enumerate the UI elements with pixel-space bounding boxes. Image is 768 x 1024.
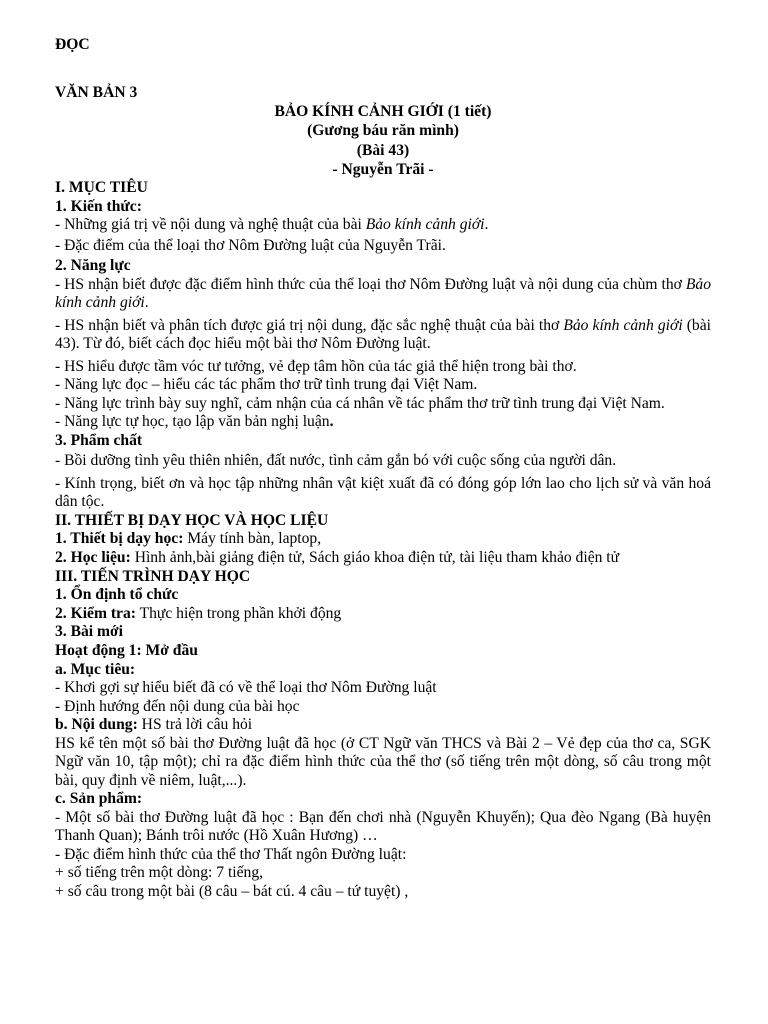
subsection-heading: 3. Phẩm chất — [55, 431, 143, 449]
doc-author: - Nguyễn Trãi - — [332, 160, 434, 178]
paragraph: - HS nhận biết và phân tích được giá trị nội dung, đặc sắc nghệ thuật của bài thơ Bảo kính cảnh giới (bài 43). Từ đó, biết cách đọc hiểu một bài thơ Nôm Đường luật. — [55, 316, 711, 353]
paragraph: b. Nội dung: HS trả lời câu hỏi — [55, 716, 253, 734]
paragraph: 2. Kiểm tra: Thực hiện trong phần khởi động — [55, 604, 342, 622]
document-page — [55, 36, 711, 901]
paragraph: - Kính trọng, biết ơn và học tập những nhân vật kiệt xuất đã có đóng góp lớn lao cho lịch sử và văn hoá dân tộc. — [55, 474, 711, 511]
paragraph: - HS hiểu được tầm vóc tư tưởng, vẻ đẹp tâm hồn của tác giả thể hiện trong bài thơ. — [55, 357, 577, 375]
paragraph: - Năng lực trình bày suy nghĩ, cảm nhận của cá nhân về tác phẩm thơ trữ tình trung đại Việt Nam. — [55, 394, 665, 412]
paragraph: - Năng lực tự học, tạo lập văn bản nghị luận. — [55, 413, 334, 431]
paragraph: 2. Học liệu: Hình ảnh,bài giảng điện tử, Sách giáo khoa điện tử, tài liệu tham khảo điện tử — [55, 548, 620, 566]
section-heading: II. THIẾT BỊ DẠY HỌC VÀ HỌC LIỆU — [55, 511, 329, 529]
subsection-heading: 2. Năng lực — [55, 257, 131, 275]
paragraph: HS kể tên một số bài thơ Đường luật đã học (ở CT Ngữ văn THCS và Bài 2 – Vẻ đẹp của thơ ca, SGK Ngữ văn 10, tập một); chỉ ra đặc điểm hình thức của thể thơ (số tiếng trên một dòng, số câu trong một bài, quy định về niêm, luật,...). — [55, 734, 711, 789]
subsection-heading: a. Mục tiêu: — [55, 660, 136, 678]
section-heading: III. TIẾN TRÌNH DẠY HỌC — [55, 567, 251, 585]
doc-label: ĐỌC — [55, 36, 90, 53]
doc-lesson-number: (Bài 43) — [356, 141, 410, 159]
paragraph: - Những giá trị về nội dung và nghệ thuật của bài Bảo kính cảnh giới. — [55, 216, 489, 234]
section-heading: I. MỤC TIÊU — [55, 179, 148, 196]
subsection-heading: 1. Ổn định tổ chức — [55, 586, 179, 604]
paragraph: - Một số bài thơ Đường luật đã học : Bạn đến chơi nhà (Nguyễn Khuyến); Qua đèo Ngang (Bà huyện Thanh Quan); Bánh trôi nước (Hồ Xuân Hương) … — [55, 808, 711, 845]
activity-heading: Hoạt động 1: Mở đầu — [55, 641, 198, 659]
subsection-heading: 1. Kiến thức: — [55, 197, 142, 215]
subsection-heading: c. Sản phẩm: — [55, 790, 143, 808]
doc-title: BẢO KÍNH CẢNH GIỚI (1 tiết) — [274, 103, 492, 121]
paragraph: + số câu trong một bài (8 câu – bát cú. 4 câu – tứ tuyệt) , — [55, 882, 409, 900]
text-label: VĂN BẢN 3 — [55, 83, 138, 101]
paragraph: - Bồi dưỡng tình yêu thiên nhiên, đất nước, tình cảm gắn bó với cuộc sống của người dân. — [55, 452, 617, 470]
doc-subtitle: (Gương báu răn mình) — [307, 122, 459, 140]
paragraph: - Đặc điểm của thể loại thơ Nôm Đường luật của Nguyễn Trãi. — [55, 236, 446, 254]
paragraph: - Đặc điểm hình thức của thể thơ Thất ngôn Đường luật: — [55, 845, 407, 863]
paragraph: - Định hướng đến nội dung của bài học — [55, 697, 300, 715]
paragraph: 1. Thiết bị dạy học: Máy tính bàn, laptop, — [55, 530, 322, 548]
paragraph: + số tiếng trên một dòng: 7 tiếng, — [55, 864, 264, 882]
paragraph: - Khơi gợi sự hiểu biết đã có về thể loại thơ Nôm Đường luật — [55, 679, 437, 697]
paragraph: - HS nhận biết được đặc điểm hình thức của thể loại thơ Nôm Đường luật và nội dung của chùm thơ Bảo kính cảnh giới. — [55, 275, 711, 312]
paragraph: - Năng lực đọc – hiểu các tác phẩm thơ trữ tình trung đại Việt Nam. — [55, 376, 478, 394]
subsection-heading: 3. Bài mới — [55, 623, 123, 641]
